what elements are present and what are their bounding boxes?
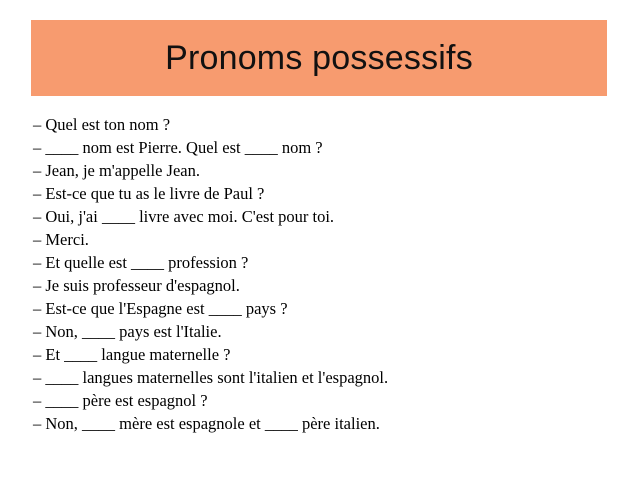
dialogue-line: – Non, ____ pays est l'Italie. xyxy=(33,322,222,341)
dialogue-line: – Est-ce que tu as le livre de Paul ? xyxy=(33,184,265,203)
dialogue-line: – Non, ____ mère est espagnole et ____ père italien. xyxy=(33,414,380,433)
dialogue-list xyxy=(33,113,623,435)
dialogue-line: – Oui, j'ai ____ livre avec moi. C'est pour toi. xyxy=(33,207,335,226)
dialogue-line: – Je suis professeur d'espagnol. xyxy=(33,276,240,295)
dialogue-line: – Jean, je m'appelle Jean. xyxy=(33,161,200,180)
title-banner xyxy=(31,20,607,96)
dialogue-line: – ____ père est espagnol ? xyxy=(33,391,208,410)
dialogue-line: – Merci. xyxy=(33,230,89,249)
dialogue-line: – Et quelle est ____ profession ? xyxy=(33,253,249,272)
dialogue-line: – Et ____ langue maternelle ? xyxy=(33,345,231,364)
dialogue-line: – Quel est ton nom ? xyxy=(33,115,171,134)
dialogue-line: – ____ nom est Pierre. Quel est ____ nom ? xyxy=(33,138,323,157)
dialogue-line: – Est-ce que l'Espagne est ____ pays ? xyxy=(33,299,288,318)
dialogue-line: – ____ langues maternelles sont l'italien et l'espagnol. xyxy=(33,368,389,387)
slide-title: Pronoms possessifs xyxy=(165,38,473,77)
